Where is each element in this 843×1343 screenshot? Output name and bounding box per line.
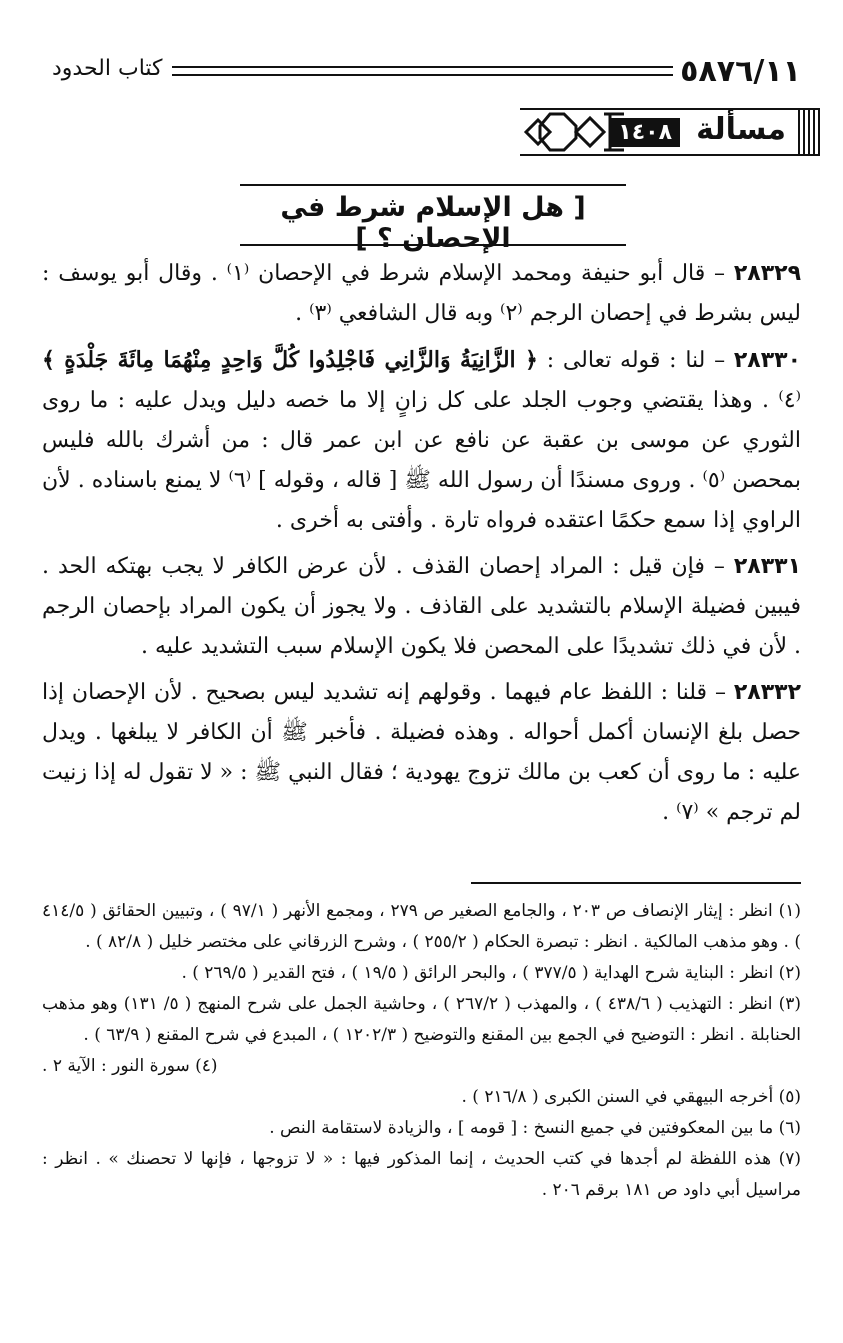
footnotes [42, 896, 801, 1206]
running-header [52, 50, 801, 90]
footnote-7: (٧) هذه اللفظة لم أجدها في كتب الحديث ، إنما المذكور فيها : « لا تزوجها ، فإنها لا تحصنك » . انظر : مراسيل أبي داود ص ١٨١ برقم ٢٠٦ . [42, 1149, 801, 1200]
book-title: كتاب الحدود [52, 56, 163, 81]
paragraph-number: ٢٨٣٣٢ [733, 680, 801, 705]
question-heading [240, 184, 626, 254]
quran-verse: ﴿ الزَّانِيَةُ وَالزَّانِي فَاجْلِدُوا كُلَّ وَاحِدٍ مِنْهُمَا مِائَةَ جَلْدَةٍ ﴾ [42, 347, 538, 373]
paragraph-28332 [42, 673, 801, 833]
banner-bars-ornament [796, 110, 820, 154]
issue-label: مسألة [696, 112, 786, 147]
paragraph-text: – فإن قيل : المراد إحصان القذف . لأن عرض الكافر لا يجب بهتكه الحد . فيبين فضيلة الإسلام بالتشديد على القاذف . ولا يجوز أن يكون المراد بإحصان الرجم . لأن في ذلك تشديدًا على المحصن فلا يكون الإسلام سبب التشديد عليه . [42, 554, 801, 659]
paragraph-number: ٢٨٣٣٠ [733, 348, 801, 373]
footnote-4: (٤) سورة النور : الآية ٢ . [42, 1056, 218, 1076]
paragraph-28331 [42, 547, 801, 667]
paragraph-text: ⁽٤⁾ . وهذا يقتضي وجوب الجلد على كل زانٍ إلا ما خصه دليل ويدل عليه : ما روى الثوري عن موسى بن عقبة عن نافع عن ابن عمر قال : من أشرك بالله فليس بمحصن ⁽٥⁾ . وروى مسندًا أن رسول الله ﷺ [ قاله ، وقوله ] ⁽٦⁾ لا يمنع باسناده . لأن الراوي إذا سمع حكمًا اعتقده فرواه تارة . وأفتى به أخرى . [42, 388, 802, 533]
footnote-separator [471, 882, 801, 884]
issue-banner [520, 108, 820, 156]
paragraph-number: ٢٨٣٢٩ [733, 261, 802, 286]
header-double-rule [172, 66, 673, 76]
footnote-2: (٢) انظر : البناية شرح الهداية ( ٣٧٧/٥ ) ، والبحر الرائق ( ١٩/٥ ) ، فتح القدير ( ٢٦٩/٥ ) . [181, 963, 801, 983]
footnote-1: (١) انظر : إيثار الإنصاف ص ٢٠٣ ، والجامع الصغير ص ٢٧٩ ، ومجمع الأنهر ( ٩٧/١ ) ، وتبيين الحقائق ( ٤١٤/٥ ) . وهو مذهب المالكية . انظر : تبصرة الحكام ( ٢٥٥/٢ ) ، وشرح الزرقاني على مختصر خليل ( ٨٢/٨ ) . [42, 901, 801, 952]
paragraph-28329 [42, 254, 801, 334]
footnote-3: (٣) انظر : التهذيب ( ٤٣٨/٦ ) ، والمهذب ( ٢٦٧/٢ ) ، وحاشية الجمل على شرح المنهج ( ٥/ ١٣١) وهو مذهب الحنابلة . انظر : التوضيح في الجمع بين المقنع والتوضيح ( ١٢٠٢/٣ ) ، المبدع في شرح المقنع ( ٦٣/٩ ) . [42, 994, 801, 1045]
page-reference: ٥٨٧٦/١١ [680, 54, 801, 89]
footnote-6: (٦) ما بين المعكوفتين في جميع النسخ : [ قومه ] ، والزيادة لاستقامة النص . [269, 1118, 801, 1138]
footnote-3-4-row [42, 989, 801, 1051]
main-text [42, 254, 801, 839]
geometric-ornament-icon [520, 108, 630, 156]
paragraph-28330 [42, 340, 801, 541]
paragraph-text: – قلنا : اللفظ عام فيهما . وقولهم إنه تشديد ليس بصحيح . لأن الإحصان إذا حصل بلغ الإنسان أكمل أحواله . وهذه فضيلة . فأخبر ﷺ أن الكافر لا يبلغها . ويدل عليه : ما روى أن كعب بن مالك تزوج يهودية ؛ فقال النبي ﷺ : « لا تقول له إذا زنيت لم ترجم » ⁽٧⁾ . [42, 680, 801, 825]
paragraph-text: – قال أبو حنيفة ومحمد الإسلام شرط في الإحصان ⁽١⁾ . وقال أبو يوسف : ليس بشرط في إحصان الرجم ⁽٢⁾ وبه قال الشافعي ⁽٣⁾ . [42, 261, 801, 326]
footnote-5: (٥) أخرجه البيهقي في السنن الكبرى ( ٢١٦/٨ ) . [461, 1087, 801, 1107]
paragraph-number: ٢٨٣٣١ [733, 554, 801, 579]
question-title: [ هل الإسلام شرط في الإحصان ؟ ] [280, 192, 586, 254]
paragraph-text: – لنا : قوله تعالى : [537, 348, 734, 373]
issue-number: ١٤٠٨ [610, 118, 680, 147]
